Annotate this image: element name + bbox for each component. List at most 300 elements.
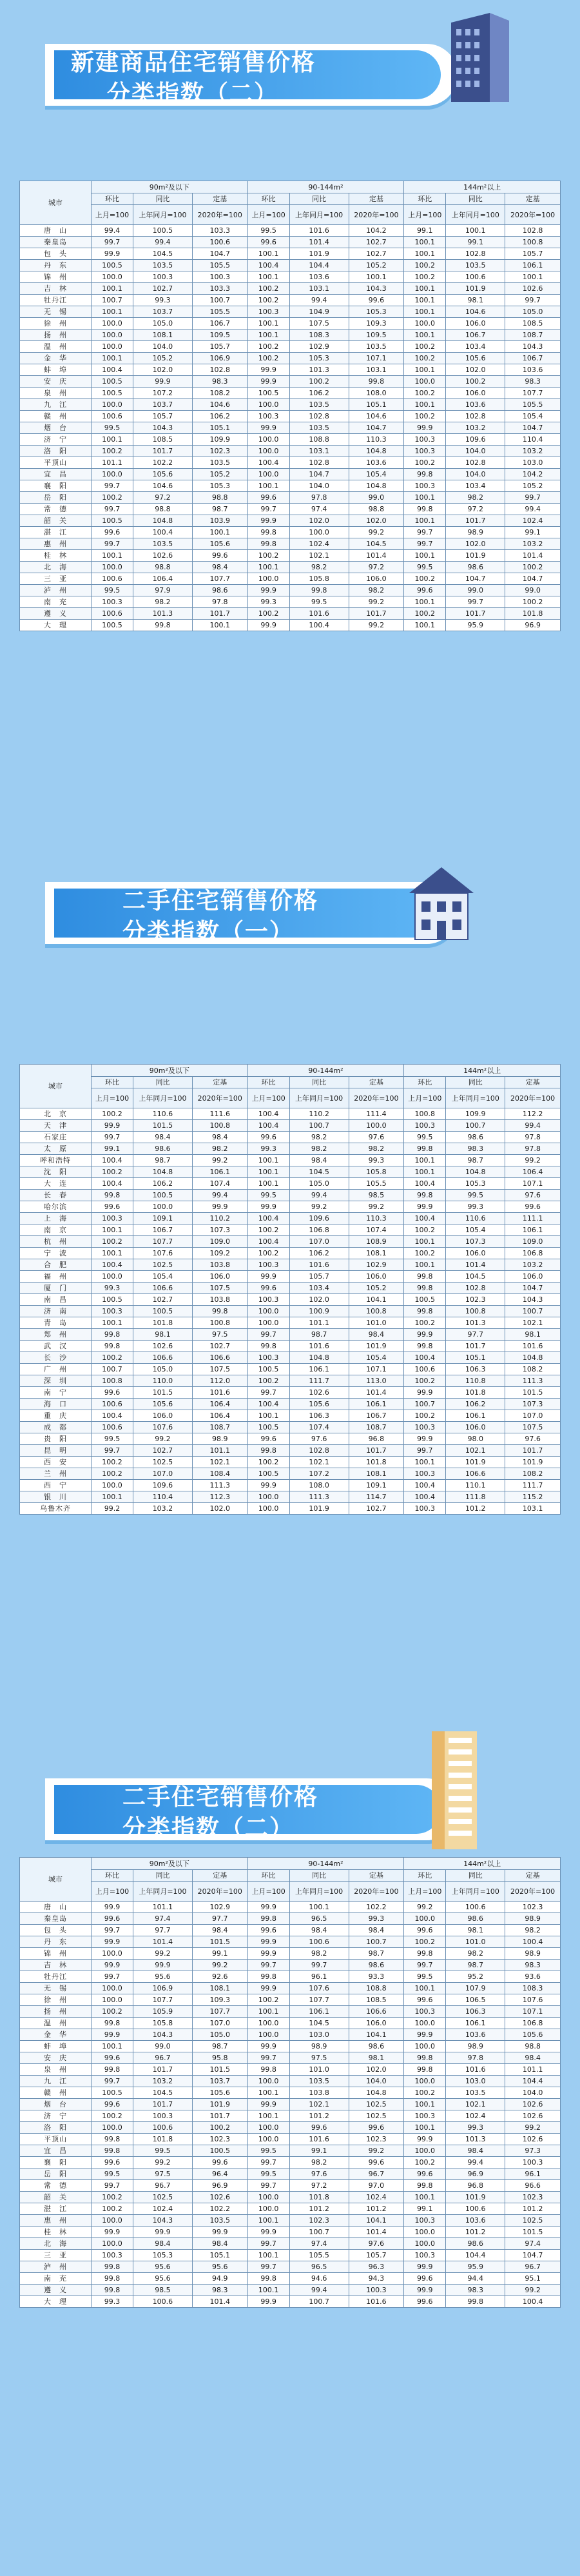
index-cell: 100.1 xyxy=(404,329,446,341)
index-cell: 100.1 xyxy=(92,1248,133,1259)
index-cell: 99.7 xyxy=(404,527,446,538)
index-cell: 106.1 xyxy=(349,1399,404,1410)
index-cell: 99.8 xyxy=(404,1283,446,1294)
index-cell: 100.1 xyxy=(92,353,133,364)
index-cell: 100.4 xyxy=(247,1213,289,1224)
index-cell: 107.7 xyxy=(192,573,247,585)
index-cell: 99.0 xyxy=(133,2041,193,2052)
city-cell: 福 州 xyxy=(20,1271,92,1283)
index-cell: 105.6 xyxy=(133,469,193,480)
index-cell: 104.7 xyxy=(446,573,505,585)
index-cell: 108.7 xyxy=(349,1422,404,1433)
sub-header: 定基 xyxy=(349,1077,404,1088)
index-cell: 99.9 xyxy=(247,364,289,376)
index-cell: 102.4 xyxy=(505,515,561,527)
index-cell: 102.8 xyxy=(289,457,349,469)
city-cell: 襄 阳 xyxy=(20,480,92,492)
index-cell: 100.0 xyxy=(92,2122,133,2134)
index-cell: 94.3 xyxy=(349,2273,404,2285)
index-cell: 99.9 xyxy=(247,1480,289,1491)
table-row xyxy=(20,1132,561,1143)
index-cell: 100.3 xyxy=(92,1213,133,1224)
index-cell: 100.2 xyxy=(247,1375,289,1387)
index-cell: 99.9 xyxy=(192,1201,247,1213)
index-cell: 100.4 xyxy=(92,1259,133,1271)
index-cell: 100.1 xyxy=(404,1983,446,1994)
index-cell: 107.0 xyxy=(192,2018,247,2029)
city-cell: 济 南 xyxy=(20,1306,92,1317)
index-cell: 101.7 xyxy=(505,1445,561,1457)
city-cell: 吉 林 xyxy=(20,283,92,295)
index-cell: 100.5 xyxy=(92,388,133,399)
index-cell: 104.0 xyxy=(446,446,505,457)
index-cell: 105.7 xyxy=(133,411,193,422)
index-cell: 100.2 xyxy=(404,608,446,620)
city-cell: 包 头 xyxy=(20,1925,92,1936)
city-cell: 沈 阳 xyxy=(20,1166,92,1178)
index-cell: 100.1 xyxy=(349,271,404,283)
index-cell: 100.2 xyxy=(505,562,561,573)
index-cell: 99.6 xyxy=(404,585,446,596)
base-header: 2020年=100 xyxy=(192,1088,247,1108)
table-row xyxy=(20,1422,561,1433)
index-cell: 107.2 xyxy=(133,388,193,399)
index-cell: 108.2 xyxy=(192,388,247,399)
city-cell: 湛 江 xyxy=(20,527,92,538)
index-cell: 111.3 xyxy=(289,1491,349,1503)
index-cell: 96.5 xyxy=(289,1913,349,1925)
index-cell: 100.0 xyxy=(92,329,133,341)
index-cell: 99.6 xyxy=(192,550,247,562)
index-cell: 103.5 xyxy=(133,260,193,271)
index-cell: 98.2 xyxy=(133,596,193,608)
index-cell: 100.1 xyxy=(247,1166,289,1178)
index-cell: 100.7 xyxy=(289,2227,349,2238)
city-cell: 秦皇岛 xyxy=(20,1913,92,1925)
index-cell: 105.4 xyxy=(505,411,561,422)
index-cell: 99.9 xyxy=(192,2227,247,2238)
index-cell: 98.8 xyxy=(505,2041,561,2052)
index-cell: 100.0 xyxy=(247,2134,289,2145)
base-header: 上年同月=100 xyxy=(446,1088,505,1108)
index-cell: 99.8 xyxy=(92,1329,133,1341)
index-cell: 103.3 xyxy=(192,225,247,237)
index-cell: 106.2 xyxy=(192,411,247,422)
city-cell: 常 德 xyxy=(20,2180,92,2192)
table-row xyxy=(20,492,561,504)
sub-header: 环比 xyxy=(92,1077,133,1088)
index-cell: 99.1 xyxy=(404,2203,446,2215)
base-header: 上年同月=100 xyxy=(133,205,193,225)
table-row xyxy=(20,353,561,364)
index-cell: 107.9 xyxy=(446,1983,505,1994)
index-cell: 102.6 xyxy=(289,1387,349,1399)
index-cell: 96.7 xyxy=(505,2261,561,2273)
city-cell: 武 汉 xyxy=(20,1341,92,1352)
index-cell: 102.2 xyxy=(192,2203,247,2215)
index-cell: 99.8 xyxy=(92,2134,133,2145)
index-cell: 100.3 xyxy=(92,2250,133,2261)
index-cell: 106.4 xyxy=(192,1399,247,1410)
table-row xyxy=(20,2018,561,2029)
sub-header: 环比 xyxy=(404,1870,446,1882)
index-cell: 108.0 xyxy=(289,1480,349,1491)
index-cell: 106.6 xyxy=(133,1283,193,1294)
index-cell: 100.2 xyxy=(446,376,505,388)
index-cell: 100.8 xyxy=(192,1120,247,1132)
index-cell: 101.7 xyxy=(133,2099,193,2110)
index-cell: 99.7 xyxy=(289,1960,349,1971)
index-cell: 99.7 xyxy=(505,295,561,306)
index-cell: 99.7 xyxy=(247,2157,289,2168)
index-cell: 99.1 xyxy=(289,2145,349,2157)
index-cell: 111.7 xyxy=(505,1480,561,1491)
index-cell: 100.8 xyxy=(192,1317,247,1329)
index-cell: 97.4 xyxy=(133,1913,193,1925)
index-cell: 100.6 xyxy=(92,608,133,620)
index-cell: 101.4 xyxy=(349,2227,404,2238)
table-row xyxy=(20,364,561,376)
sub-header: 定基 xyxy=(349,193,404,205)
index-cell: 99.8 xyxy=(92,1341,133,1352)
index-cell: 104.5 xyxy=(289,1166,349,1178)
index-cell: 100.1 xyxy=(92,1317,133,1329)
table-body xyxy=(20,1902,561,2308)
index-cell: 109.6 xyxy=(133,1480,193,1491)
index-cell: 106.7 xyxy=(133,1224,193,1236)
table-row xyxy=(20,1120,561,1132)
index-cell: 98.7 xyxy=(289,1329,349,1341)
index-cell: 107.5 xyxy=(289,318,349,329)
table-row xyxy=(20,1364,561,1375)
base-header: 上年同月=100 xyxy=(289,205,349,225)
index-cell: 108.1 xyxy=(133,329,193,341)
index-cell: 100.4 xyxy=(505,2296,561,2308)
index-cell: 106.8 xyxy=(505,2018,561,2029)
index-cell: 100.2 xyxy=(404,341,446,353)
index-cell: 105.9 xyxy=(133,2006,193,2018)
index-cell: 102.6 xyxy=(133,550,193,562)
index-cell: 99.8 xyxy=(404,1190,446,1201)
index-cell: 100.3 xyxy=(404,1422,446,1433)
index-cell: 104.5 xyxy=(133,248,193,260)
city-cell: 锦 州 xyxy=(20,1948,92,1960)
city-cell: 惠 州 xyxy=(20,2215,92,2227)
index-cell: 108.5 xyxy=(505,318,561,329)
index-cell: 94.4 xyxy=(446,2273,505,2285)
index-cell: 99.8 xyxy=(404,2064,446,2076)
index-cell: 100.2 xyxy=(404,1375,446,1387)
index-cell: 105.2 xyxy=(192,469,247,480)
index-cell: 100.4 xyxy=(92,1410,133,1422)
table-row xyxy=(20,1503,561,1515)
index-cell: 105.0 xyxy=(133,318,193,329)
index-cell: 100.2 xyxy=(247,353,289,364)
index-cell: 97.7 xyxy=(446,1329,505,1341)
index-cell: 107.6 xyxy=(505,1994,561,2006)
index-cell: 99.4 xyxy=(446,2157,505,2168)
index-cell: 100.1 xyxy=(247,2110,289,2122)
index-cell: 105.1 xyxy=(192,422,247,434)
index-cell: 100.2 xyxy=(92,1236,133,1248)
index-cell: 99.4 xyxy=(289,295,349,306)
index-cell: 101.6 xyxy=(289,1259,349,1271)
index-cell: 99.6 xyxy=(92,2157,133,2168)
index-cell: 99.6 xyxy=(247,237,289,248)
index-cell: 99.8 xyxy=(92,1190,133,1201)
index-cell: 102.1 xyxy=(505,1317,561,1329)
index-cell: 99.5 xyxy=(404,1971,446,1983)
index-cell: 100.0 xyxy=(247,399,289,411)
index-cell: 108.1 xyxy=(349,1248,404,1259)
index-cell: 100.1 xyxy=(92,1491,133,1503)
index-cell: 107.4 xyxy=(192,1178,247,1190)
base-header: 上月=100 xyxy=(92,205,133,225)
index-cell: 100.1 xyxy=(247,1410,289,1422)
index-cell: 102.6 xyxy=(505,2099,561,2110)
table-row xyxy=(20,2180,561,2192)
index-cell: 99.9 xyxy=(247,585,289,596)
index-cell: 105.8 xyxy=(349,1166,404,1178)
index-cell: 101.6 xyxy=(289,225,349,237)
index-cell: 100.7 xyxy=(289,2296,349,2308)
index-cell: 96.3 xyxy=(349,2261,404,2273)
index-cell: 100.3 xyxy=(505,2157,561,2168)
index-cell: 103.6 xyxy=(446,399,505,411)
index-cell: 101.5 xyxy=(133,1120,193,1132)
index-cell: 99.6 xyxy=(404,2296,446,2308)
index-cell: 101.2 xyxy=(446,1503,505,1515)
index-cell: 106.1 xyxy=(289,2006,349,2018)
index-cell: 100.5 xyxy=(192,2145,247,2157)
index-cell: 99.7 xyxy=(92,538,133,550)
index-cell: 114.7 xyxy=(349,1491,404,1503)
index-cell: 109.5 xyxy=(192,329,247,341)
index-cell: 110.6 xyxy=(133,1108,193,1120)
index-cell: 105.6 xyxy=(505,2029,561,2041)
index-cell: 99.4 xyxy=(505,1120,561,1132)
table-row xyxy=(20,538,561,550)
index-cell: 103.8 xyxy=(192,1294,247,1306)
index-cell: 100.5 xyxy=(247,388,289,399)
index-cell: 109.0 xyxy=(192,1236,247,1248)
index-cell: 102.9 xyxy=(289,341,349,353)
index-cell: 100.1 xyxy=(247,329,289,341)
table-row xyxy=(20,1178,561,1190)
index-cell: 105.8 xyxy=(133,2018,193,2029)
index-cell: 97.5 xyxy=(289,2052,349,2064)
index-cell: 103.4 xyxy=(446,341,505,353)
index-cell: 100.6 xyxy=(133,2296,193,2308)
index-cell: 101.0 xyxy=(349,1317,404,1329)
sub-header: 同比 xyxy=(133,1077,193,1088)
index-cell: 99.7 xyxy=(404,538,446,550)
col-city-header: 城市 xyxy=(20,1858,92,1902)
index-cell: 100.6 xyxy=(92,411,133,422)
index-cell: 104.6 xyxy=(446,306,505,318)
index-cell: 103.3 xyxy=(192,283,247,295)
table-row xyxy=(20,399,561,411)
index-cell: 102.3 xyxy=(505,2192,561,2203)
index-cell: 100.3 xyxy=(404,2215,446,2227)
base-header: 2020年=100 xyxy=(349,205,404,225)
index-cell: 98.8 xyxy=(192,492,247,504)
index-cell: 98.9 xyxy=(505,1948,561,1960)
table-row xyxy=(20,1445,561,1457)
index-cell: 101.3 xyxy=(446,1317,505,1329)
city-cell: 韶 关 xyxy=(20,515,92,527)
index-cell: 100.1 xyxy=(404,237,446,248)
index-cell: 108.9 xyxy=(349,1236,404,1248)
index-cell: 106.0 xyxy=(349,1271,404,1283)
index-cell: 100.2 xyxy=(92,2006,133,2018)
index-cell: 99.5 xyxy=(404,562,446,573)
index-cell: 95.9 xyxy=(446,2261,505,2273)
index-cell: 100.3 xyxy=(404,2006,446,2018)
table-row xyxy=(20,1317,561,1329)
index-cell: 99.5 xyxy=(247,225,289,237)
city-cell: 赣 州 xyxy=(20,2087,92,2099)
index-cell: 99.3 xyxy=(446,2122,505,2134)
index-cell: 106.6 xyxy=(446,1468,505,1480)
index-cell: 107.4 xyxy=(349,1224,404,1236)
sub-header: 环比 xyxy=(92,193,133,205)
table-row xyxy=(20,260,561,271)
index-cell: 98.4 xyxy=(289,1155,349,1166)
index-cell: 102.0 xyxy=(133,364,193,376)
index-cell: 103.6 xyxy=(446,2215,505,2227)
index-cell: 105.5 xyxy=(192,306,247,318)
index-cell: 99.4 xyxy=(133,237,193,248)
index-cell: 115.2 xyxy=(505,1491,561,1503)
index-cell: 110.4 xyxy=(133,1491,193,1503)
index-cell: 99.8 xyxy=(404,469,446,480)
index-cell: 100.4 xyxy=(404,1352,446,1364)
index-cell: 99.0 xyxy=(446,585,505,596)
index-cell: 105.6 xyxy=(192,2087,247,2099)
index-cell: 100.0 xyxy=(247,469,289,480)
index-cell: 98.6 xyxy=(349,1960,404,1971)
index-cell: 102.0 xyxy=(349,515,404,527)
index-cell: 100.2 xyxy=(92,492,133,504)
index-cell: 99.7 xyxy=(247,2261,289,2273)
table-row xyxy=(20,1271,561,1283)
index-cell: 98.4 xyxy=(446,2145,505,2157)
city-cell: 三 亚 xyxy=(20,573,92,585)
index-cell: 100.6 xyxy=(446,271,505,283)
index-cell: 101.4 xyxy=(446,1259,505,1271)
table-row xyxy=(20,2168,561,2180)
index-cell: 98.9 xyxy=(289,2041,349,2052)
index-cell: 107.6 xyxy=(133,1248,193,1259)
city-cell: 泸 州 xyxy=(20,585,92,596)
index-cell: 100.1 xyxy=(192,620,247,631)
index-cell: 104.5 xyxy=(349,538,404,550)
sub-header: 定基 xyxy=(505,1077,561,1088)
index-cell: 99.0 xyxy=(505,585,561,596)
index-cell: 99.8 xyxy=(247,2273,289,2285)
index-cell: 111.7 xyxy=(289,1375,349,1387)
index-cell: 98.2 xyxy=(289,1143,349,1155)
index-cell: 99.7 xyxy=(505,492,561,504)
index-cell: 98.5 xyxy=(349,1190,404,1201)
index-cell: 105.8 xyxy=(289,573,349,585)
index-cell: 104.4 xyxy=(289,260,349,271)
sub-header: 同比 xyxy=(133,193,193,205)
index-cell: 110.1 xyxy=(446,1480,505,1491)
index-cell: 109.2 xyxy=(192,1248,247,1259)
index-cell: 99.4 xyxy=(289,2285,349,2296)
index-cell: 100.1 xyxy=(92,434,133,446)
index-cell: 97.2 xyxy=(133,492,193,504)
index-cell: 97.6 xyxy=(505,1433,561,1445)
index-cell: 101.6 xyxy=(289,1341,349,1352)
group-header: 90-144m² xyxy=(247,1858,404,1870)
index-cell: 107.3 xyxy=(505,1399,561,1410)
index-cell: 106.3 xyxy=(446,2006,505,2018)
index-cell: 100.6 xyxy=(92,1399,133,1410)
index-cell: 104.8 xyxy=(505,1352,561,1364)
index-cell: 98.7 xyxy=(192,2041,247,2052)
index-cell: 101.1 xyxy=(133,1902,193,1913)
index-cell: 98.7 xyxy=(446,1155,505,1166)
index-cell: 102.7 xyxy=(133,283,193,295)
index-cell: 106.2 xyxy=(289,388,349,399)
index-cell: 100.1 xyxy=(404,248,446,260)
index-cell: 100.0 xyxy=(92,2238,133,2250)
index-cell: 100.0 xyxy=(92,1480,133,1491)
index-cell: 108.7 xyxy=(505,329,561,341)
index-cell: 100.0 xyxy=(404,318,446,329)
index-cell: 100.1 xyxy=(404,1259,446,1271)
city-cell: 杭 州 xyxy=(20,1236,92,1248)
index-cell: 100.0 xyxy=(92,562,133,573)
index-cell: 102.8 xyxy=(446,411,505,422)
index-cell: 99.7 xyxy=(247,1329,289,1341)
index-cell: 99.9 xyxy=(247,2041,289,2052)
index-cell: 101.9 xyxy=(289,1503,349,1515)
index-cell: 103.5 xyxy=(192,457,247,469)
index-cell: 100.1 xyxy=(404,596,446,608)
index-cell: 98.4 xyxy=(192,2238,247,2250)
index-cell: 97.4 xyxy=(289,2238,349,2250)
section-title-line1: 二手住宅销售价格 xyxy=(122,888,319,914)
city-cell: 岳 阳 xyxy=(20,2168,92,2180)
city-cell: 安 庆 xyxy=(20,376,92,388)
index-cell: 100.5 xyxy=(92,620,133,631)
index-cell: 98.1 xyxy=(446,1925,505,1936)
table-row xyxy=(20,2238,561,2250)
index-cell: 101.7 xyxy=(446,515,505,527)
index-cell: 100.5 xyxy=(92,1294,133,1306)
index-cell: 100.1 xyxy=(92,550,133,562)
index-cell: 100.0 xyxy=(92,1983,133,1994)
city-cell: 成 都 xyxy=(20,1422,92,1433)
sub-header: 环比 xyxy=(404,1077,446,1088)
city-cell: 上 海 xyxy=(20,1213,92,1224)
index-cell: 102.5 xyxy=(133,2192,193,2203)
index-cell: 105.3 xyxy=(446,1178,505,1190)
index-cell: 99.3 xyxy=(446,1201,505,1213)
city-cell: 泉 州 xyxy=(20,388,92,399)
index-cell: 99.7 xyxy=(404,1445,446,1457)
index-cell: 98.3 xyxy=(192,376,247,388)
index-cell: 99.6 xyxy=(349,2157,404,2168)
city-cell: 扬 州 xyxy=(20,329,92,341)
index-cell: 100.3 xyxy=(404,434,446,446)
table-row xyxy=(20,2006,561,2018)
index-cell: 98.8 xyxy=(349,504,404,515)
